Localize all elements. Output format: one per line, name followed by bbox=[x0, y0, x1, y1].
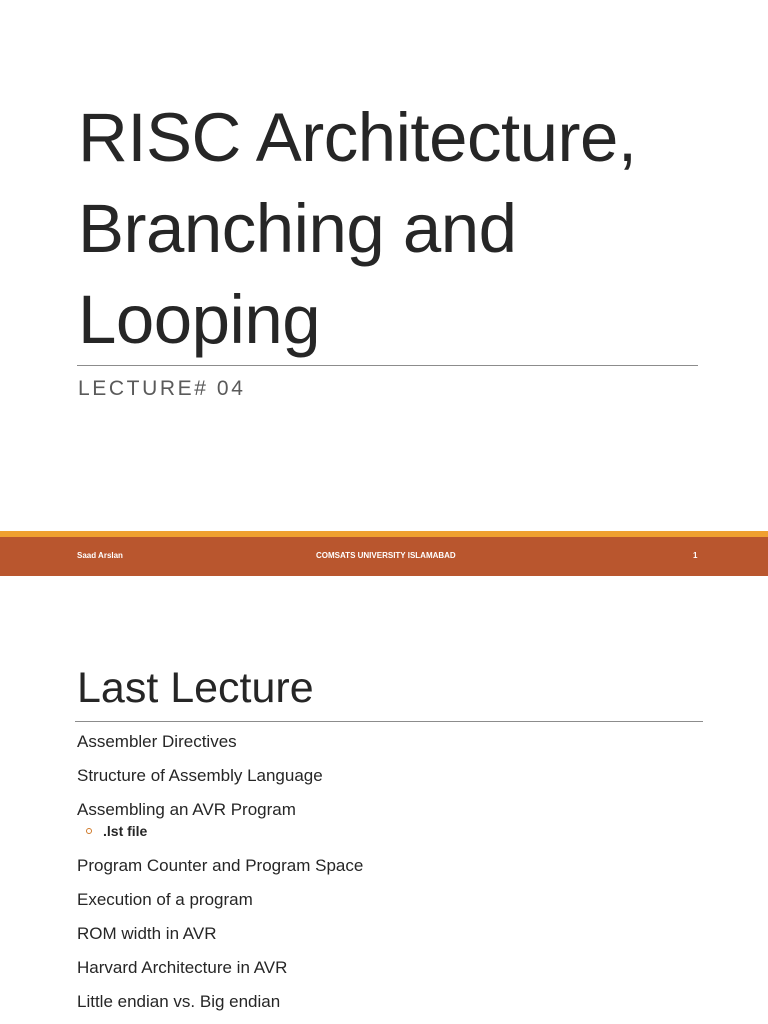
list-item-label: Little endian vs. Big endian bbox=[77, 992, 281, 1011]
list-item bbox=[77, 765, 697, 787]
list-item bbox=[77, 855, 697, 877]
content-slide bbox=[0, 576, 768, 1024]
sub-list-item-label: .lst file bbox=[103, 823, 148, 839]
bullet-circle-icon bbox=[86, 828, 92, 834]
footer-university: COMSATS UNIVERSITY ISLAMABAD bbox=[316, 551, 456, 560]
slide-heading: Last Lecture bbox=[77, 664, 314, 712]
footer-page-number: 1 bbox=[693, 551, 698, 560]
list-item bbox=[77, 991, 697, 1013]
list-item-label: Structure of Assembly Language bbox=[77, 766, 323, 785]
title-line: Branching and bbox=[78, 190, 517, 267]
list-item bbox=[77, 889, 697, 911]
list-item-label: Assembler Directives bbox=[77, 732, 237, 751]
list-item bbox=[77, 923, 697, 945]
title-line: Looping bbox=[78, 281, 321, 358]
slide-footer bbox=[0, 537, 768, 576]
list-item-label: Harvard Architecture in AVR bbox=[77, 958, 288, 977]
footer-author: Saad Arslan bbox=[77, 551, 123, 560]
title-divider bbox=[77, 365, 698, 366]
list-item-label: Execution of a program bbox=[77, 890, 253, 909]
slide-title bbox=[78, 92, 718, 365]
list-item bbox=[77, 957, 697, 979]
bullet-list bbox=[77, 731, 697, 1024]
title-line: RISC Architecture, bbox=[78, 99, 637, 176]
list-item bbox=[77, 731, 697, 753]
sub-list-item bbox=[86, 822, 697, 840]
list-item bbox=[77, 799, 697, 840]
list-item-label: ROM width in AVR bbox=[77, 924, 217, 943]
list-item-label: Assembling an AVR Program bbox=[77, 800, 296, 819]
slide-subtitle: LECTURE# 04 bbox=[78, 377, 246, 400]
list-item-label: Program Counter and Program Space bbox=[77, 856, 364, 875]
heading-divider bbox=[75, 721, 703, 722]
